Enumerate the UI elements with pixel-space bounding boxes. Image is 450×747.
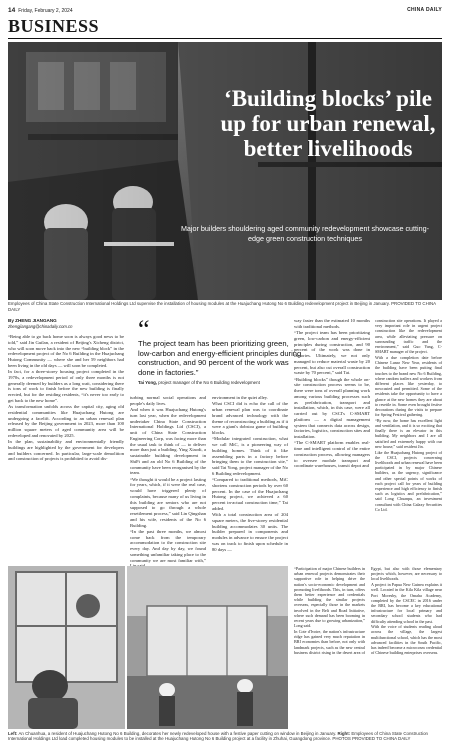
paragraph: In the plan, sustainability and environmentally friendly buildings are highlighted by the government for developers and builders concerned. In particular, large-scale demolition and construction of projects is prohibited to avoid dis-	[8, 439, 124, 462]
paper-cutting-photo	[8, 566, 125, 729]
pull-quote	[138, 315, 304, 386]
newspaper-name: CHINA DAILY	[407, 7, 442, 13]
paragraph: In Cote d'Ivoire, the nation's infrastructure ridge has gained very much reputation in BRI economies than before, not only with landmark projects, such as the new central business district rising in the desert area of Egypt, but also with those elementary projects which, however, are necessary to local livelihoods.	[294, 566, 442, 655]
pull-quote-text: The project team has been prioritizing green, low-carbon and energy-efficient principles during construction, and 90 percent of the work was done in factories.”	[138, 339, 302, 377]
paragraph: “By now, the home has excellent light and ventilation, and it is so exciting that finally there is an elevator in this building. My neighbors and I are all satisfied and extremely happy with our new house,” said resident Jin.	[375, 417, 442, 449]
resident-window-photo	[8, 566, 125, 729]
paragraph: way faster than the estimated 10 months with traditional methods.	[294, 318, 370, 329]
quote-speaker-role: project manager of the No 6 Building redevelopment	[157, 380, 260, 386]
paragraph: Like the Huajuchang Hutong project of the CSCI, projects concerning livelihoods and urban renewal have been participated in by major Chinese builders, as the urgency, significance and other special points of works of each project call for years of building experience and high efficiency to finish such as logistics and prefabrication,” said Long Chuanpu, an investment consultant with China Galaxy Securities Co Ltd.	[375, 449, 442, 512]
paragraph: With the voice of students reading aloud across the village, the largest multifunctional school, which has the most advanced facilities in the South Pacific, has indeed become a microcosm credential of Chinese building enterprises overseas.	[371, 624, 442, 656]
hero-photo	[8, 42, 442, 300]
quote-mark-icon: “	[138, 315, 150, 344]
paragraph: “Participation of major Chinese builders in urban renewal projects demonstrates their supportive role in helping drive the nation's socio-economic development and promoting livelihoods. This, in turn, offers them better experience and credentials while building the similar projects overseas, especially those in the markets involved in the Belt and Road Initiative, where such demand has been booming in recent years due to growing urbanization,” Long said.	[294, 566, 365, 629]
author-email: zhengjiangang@chinadaily.com.cn	[8, 324, 73, 330]
caption-right-text: Employees of China State Construction International Holdings Ltd load completed housing modules to be installed at the Huajuchang Hutong No 6 Building project at a facility in Zhuhai, Guangdong province.	[8, 731, 428, 742]
page-number: 14	[8, 7, 16, 14]
article-column-3	[212, 395, 288, 553]
pull-quote-attribution	[138, 380, 304, 386]
page-header	[8, 6, 442, 15]
paragraph: “Building blocks” though the whole on-site construction process seems to be, there were tons of overall planning work among various building processes such as prefabrication, transport and installation, which, in this case, were all carried out by CSCI's C-SMART platform — a digital management system that connects data across design, factories, logistics, construction sites and installation.	[294, 376, 370, 439]
top-photo-caption: Employees of China State Construction International Holdings Ltd supervise the installation of housing modules at the Huajuchang Hutong No 6 Building redevelopment project in Beijing in January. PROVIDED TO CHINA DAILY	[8, 301, 436, 312]
paragraph: “The project team has been prioritizing green, low-carbon and energy-efficient principles during construction, and 90 percent of the work was done in factories. Ultimately, we not only managed to reduce material waste by 20 percent, but also cut overall construction waste by 70 percent,” said Tai.	[294, 330, 370, 376]
byline: By ZHENG JIANGANG	[8, 318, 57, 323]
bottom-photo-caption	[8, 731, 442, 742]
paragraph: “Being able to go back home soon is always good news to be told,” said Jin Guilan, a resident of Beijing's Xicheng district, who will soon move back into the new “building block” in the redevelopment project of the No 6 Building in the Huajuchang Hutong Community — where she and her 59 neighbors had been living in the old days — will soon be completed.	[8, 334, 124, 368]
paragraph: turbing normal social operations and people's daily lives.	[130, 395, 206, 406]
paragraph: In fact, for a three-storey housing project completed in the 1970s, a redevelopment period of only three months is not generally deemed by builders as a long wait, considering there is tons of work to finish before the new building is finally erected, but for the residing residents, “it's never too early to get back to the new home”.	[8, 369, 124, 403]
quote-speaker: Tai Yong,	[138, 380, 158, 386]
paragraph: “Compared to traditional methods, MiC shortens construction periods by over 60 percent. In the case of the Huajuchang Hutong project, we achieved a 60 percent in-actual construction time,” Tai added.	[212, 477, 288, 511]
construction-workers-photo	[8, 42, 442, 300]
paragraph: “Modular integrated construction, what we call MiC, is a pioneering way of building homes. Think of it like assembling parts in a factory before bringing them to the construction site,” said Tai Yong, project manager of the No 6 Building redevelopment.	[212, 436, 288, 476]
headline: ‘Building blocks’ pile up for urban renewal, better livelihoods	[220, 86, 436, 161]
section-divider	[8, 38, 442, 39]
section-title: BUSINESS	[8, 16, 100, 36]
caption-left-text: An Chuanhua, a resident of Huajuchang Hutong No 6 Building, decorates her newly redeveloped house with a festive paper cutting on window in Beijing in January.	[17, 731, 337, 736]
caption-left-label: Left:	[8, 731, 18, 736]
factory-modules-photo	[127, 566, 288, 729]
paragraph: With a due completion date before Chinese Lunar New Year, residents of the building have been putting final touches to the brand new No 6 Building, where random trailers and workers from different places like yesterday, to nowcasted and permitted. Some of the residents take the opportunity to have a glance at the new homes they are about to resettle in. Some even brought festive decorations during the visits to prepare for Spring Festival gathering.	[375, 354, 442, 418]
paragraph: “In the past three months, we almost come back from the temporary accommodation to the construction site every day. And day by day, we found something unfamiliar taking place to the community we are most familiar with,”	[130, 528, 206, 563]
page-date: Friday, February 2, 2024	[18, 8, 73, 14]
page-info	[8, 7, 73, 14]
paragraph: What CSCI did is echo the call of the urban renewal plan was to coordinate brand advanced technology with the theme of reconstructing a building as if it were a giant's dobstoa game of building blocks.	[212, 401, 288, 435]
paragraph: And when it was Huajuchang Hutong's turn last year, when the redevelopment undertaker China State Construction International Holdings Ltd (CSCI), a unit of China State Construction Engineering Corp, was facing more than the usual task to think of — to deliver more than just a building. Ying Xiaodi, a sustainable building development in ShiFi and an old No 6 Building of the community have been reorganised by the team.	[130, 407, 206, 476]
paragraph: With a total construction area of 204 square meters, the five-storey residential building accommodates 30 units. The builder prepared in components and modules in advance to ensure the project was on track to finish upon schedule in 80 days —	[212, 512, 288, 552]
paragraph: environment in the quiet alley.	[212, 395, 268, 400]
paragraph: “The C-SMART platform enables real-time and intelligent control of the entire construction process, allowing managers to oversee module transport and coordinate warehouses, transit depot and	[294, 440, 370, 469]
paragraph: A project in Papua New Guinea explains it well. Located in the Kila Kila village near Port Moresby, the Omaha Academy, completed by the CSCEC in 2016 under the BRI, has become a key educational infrastructure for local primary and secondary school students who had difficulty attending school in the past.	[371, 582, 442, 624]
article-column-d	[294, 318, 370, 470]
paragraph: “We thought it would be a project lasting for years, which, if it were the real case, would have triggered plenty of complaints, because many of us living in this building are seniors who are not supposed to go through a whole resettlement process,” said Lin Qingshan and his wife, residents of the No 6 Building.	[130, 476, 206, 528]
subheadline: Major builders shouldering aged community redevelopment showcase cutting-edge green construction techniques	[180, 224, 430, 243]
caption-credit: PHOTOS PROVIDED TO CHINA DAILY	[331, 736, 411, 742]
article-column-6	[294, 566, 442, 655]
module-loading-photo	[127, 566, 288, 729]
article-column-1	[8, 318, 124, 463]
paragraph: As transformation unfolds across the capital city, aging old residential communities like Huajuchang Hutong are undergoing a facelift. According to an urban renewal plan released by the Beijing government in 2023, more than 100 million square meters of aged community area will be redeveloped and renovated by 2025.	[8, 404, 124, 438]
paragraph: construction site operations. It played a very important role in urgent project construction like the redevelopment area, while alleviating pressure on surrounding traffic and the environment,” said Guo Yang, C-SMART manager of the project.	[375, 318, 442, 355]
caption-right-label: Right:	[337, 731, 351, 736]
article-column-5-body	[375, 318, 442, 513]
